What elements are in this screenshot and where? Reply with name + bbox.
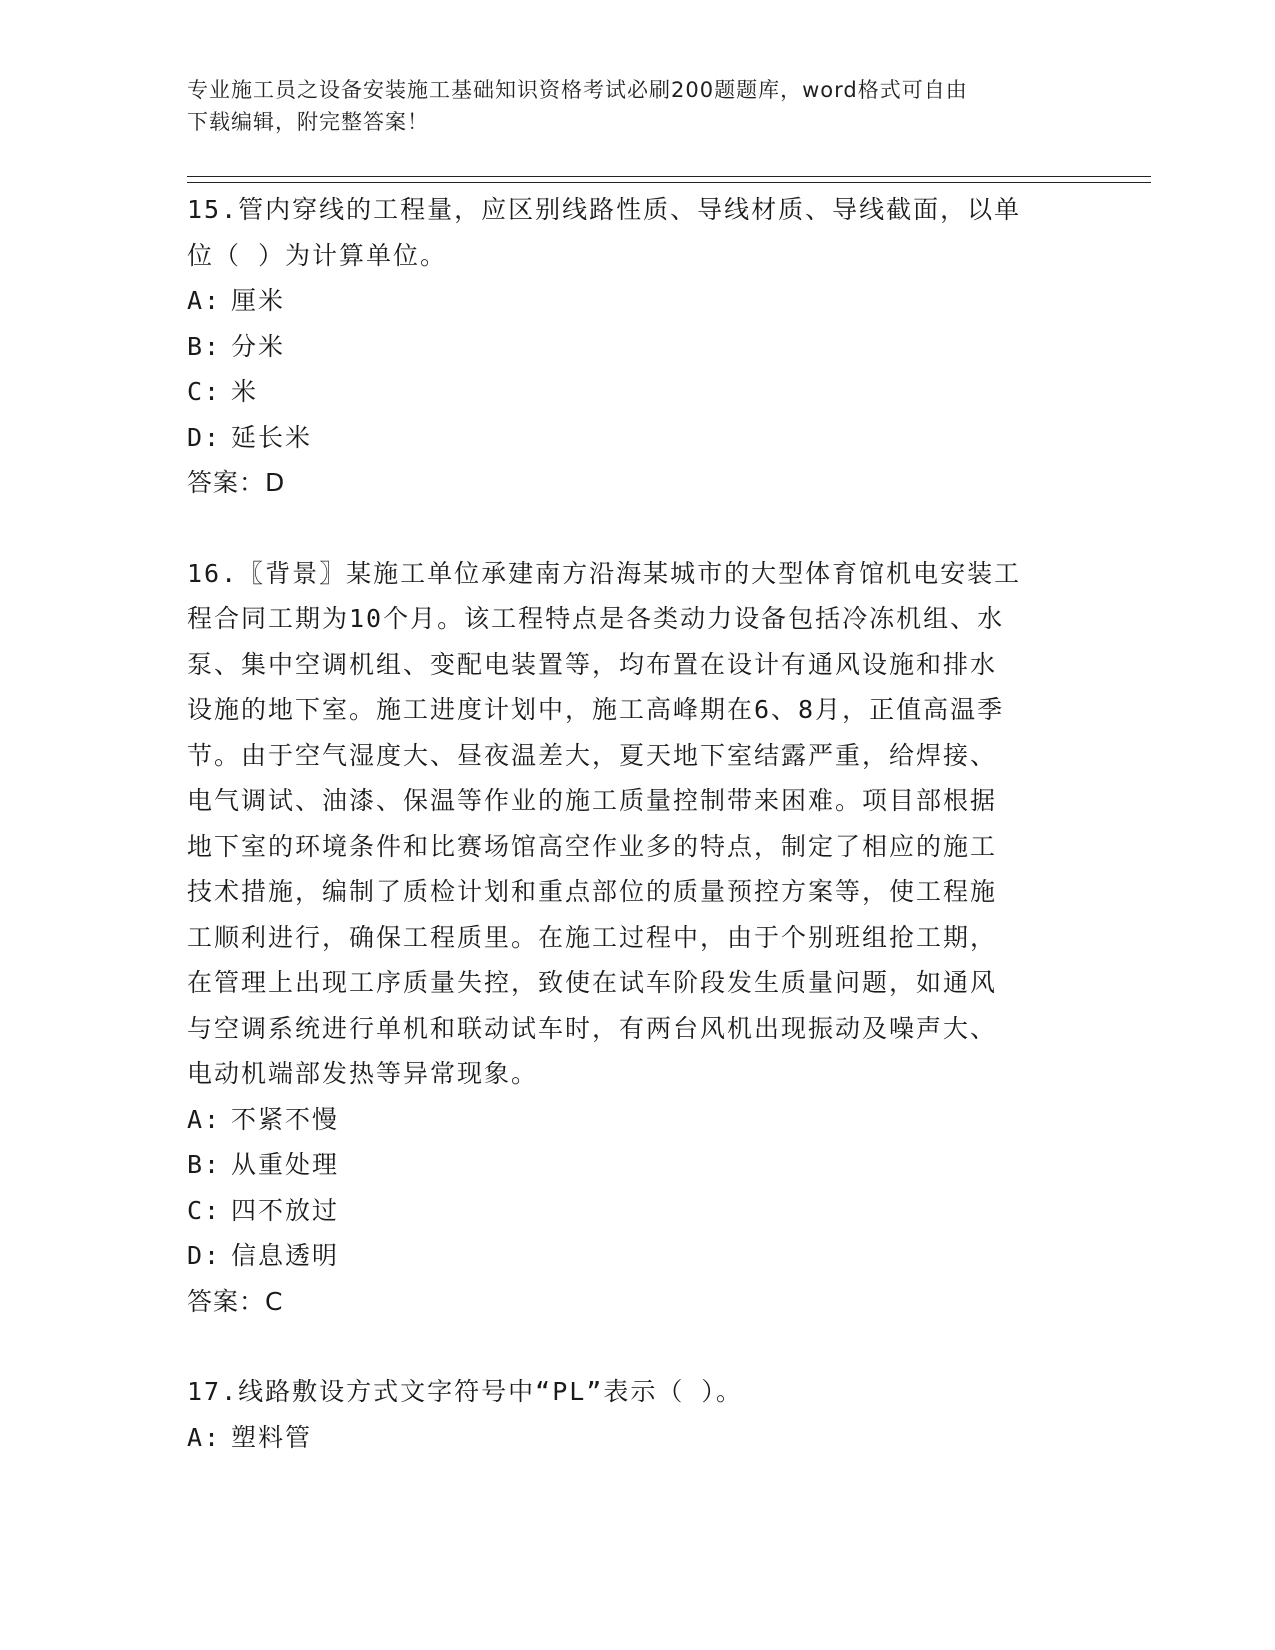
option-text: 米 — [231, 377, 259, 406]
option-text: 不紧不慢 — [231, 1104, 340, 1134]
question-15 — [187, 187, 1087, 506]
option-letter: A: — [187, 1104, 222, 1134]
option-b — [187, 324, 1087, 370]
question-text-line: 17.线路敷设方式文字符号中“PL”表示（ ）。 — [187, 1377, 743, 1406]
option-a — [187, 1097, 1087, 1143]
question-text-line: 位（ ）为计算单位。 — [187, 240, 448, 270]
option-letter: C: — [187, 377, 222, 406]
question-16 — [187, 551, 1087, 1325]
header-line-2: 下载编辑，附完整答案！ — [187, 110, 429, 134]
header-line-1: 专业施工员之设备安装施工基础知识资格考试必刷200题题库，word格式可自由 — [187, 78, 968, 102]
option-letter: D: — [187, 1241, 222, 1270]
question-text-line: 工顺利进行，确保工程质里。在施工过程中，由于个别班组抢工期， — [187, 922, 998, 952]
option-letter: A: — [187, 286, 222, 315]
option-c — [187, 1188, 1087, 1234]
answer-line: 答案：D — [187, 468, 286, 497]
spacer — [187, 1324, 1087, 1369]
question-text-line: 在管理上出现工序质量失控，致使在试车阶段发生质量问题，如通风 — [187, 968, 998, 997]
option-c — [187, 369, 1087, 415]
option-text: 厘米 — [231, 286, 286, 315]
question-text-line: 程合同工期为10个月。该工程特点是各类动力设备包括冷冻机组、水 — [187, 604, 1005, 633]
question-list — [187, 187, 1087, 1460]
option-letter: A: — [187, 1422, 222, 1452]
question-text-line: 技术措施，编制了质检计划和重点部位的质量预控方案等，使工程施 — [187, 877, 998, 906]
option-text: 四不放过 — [231, 1195, 340, 1225]
spacer — [187, 506, 1087, 551]
question-text-line: 电动机端部发热等异常现象。 — [187, 1059, 539, 1088]
option-a — [187, 1415, 1087, 1461]
question-text-line: 节。由于空气湿度大、昼夜温差大，夏天地下室结露严重，给焊接、 — [187, 740, 998, 770]
option-text: 从重处理 — [231, 1150, 340, 1179]
question-text-line: 地下室的环境条件和比赛场馆高空作业多的特点，制定了相应的施工 — [187, 831, 998, 861]
option-letter: D: — [187, 422, 222, 452]
question-text-line: 15.管内穿线的工程量，应区别线路性质、导线材质、导线截面，以单 — [187, 195, 1022, 224]
option-b — [187, 1142, 1087, 1188]
option-a — [187, 278, 1087, 324]
question-text-line: 设施的地下室。施工进度计划中，施工高峰期在6、8月，正值高温季 — [187, 695, 1005, 724]
option-text: 塑料管 — [231, 1422, 313, 1452]
question-text-line: 电气调试、油漆、保温等作业的施工质量控制带来困难。项目部根据 — [187, 786, 998, 815]
question-text-line: 泵、集中空调机组、变配电装置等，均布置在设计有通风设施和排水 — [187, 649, 998, 679]
option-letter: B: — [187, 1150, 222, 1179]
header-divider-top — [187, 176, 1151, 177]
option-letter: B: — [187, 331, 222, 361]
header-divider-bottom — [187, 182, 1151, 183]
option-text: 延长米 — [231, 422, 313, 452]
question-17 — [187, 1369, 1087, 1460]
option-letter: C: — [187, 1195, 222, 1225]
option-d — [187, 415, 1087, 461]
document-header — [187, 74, 1067, 138]
option-text: 信息透明 — [231, 1241, 340, 1270]
question-text-line: 与空调系统进行单机和联动试车时，有两台风机出现振动及噪声大、 — [187, 1013, 998, 1043]
option-text: 分米 — [231, 331, 286, 361]
option-d — [187, 1233, 1087, 1279]
answer-line: 答案：C — [187, 1286, 284, 1316]
question-text-line: 16.〖背景〗某施工单位承建南方沿海某城市的大型体育馆机电安装工 — [187, 558, 1022, 588]
